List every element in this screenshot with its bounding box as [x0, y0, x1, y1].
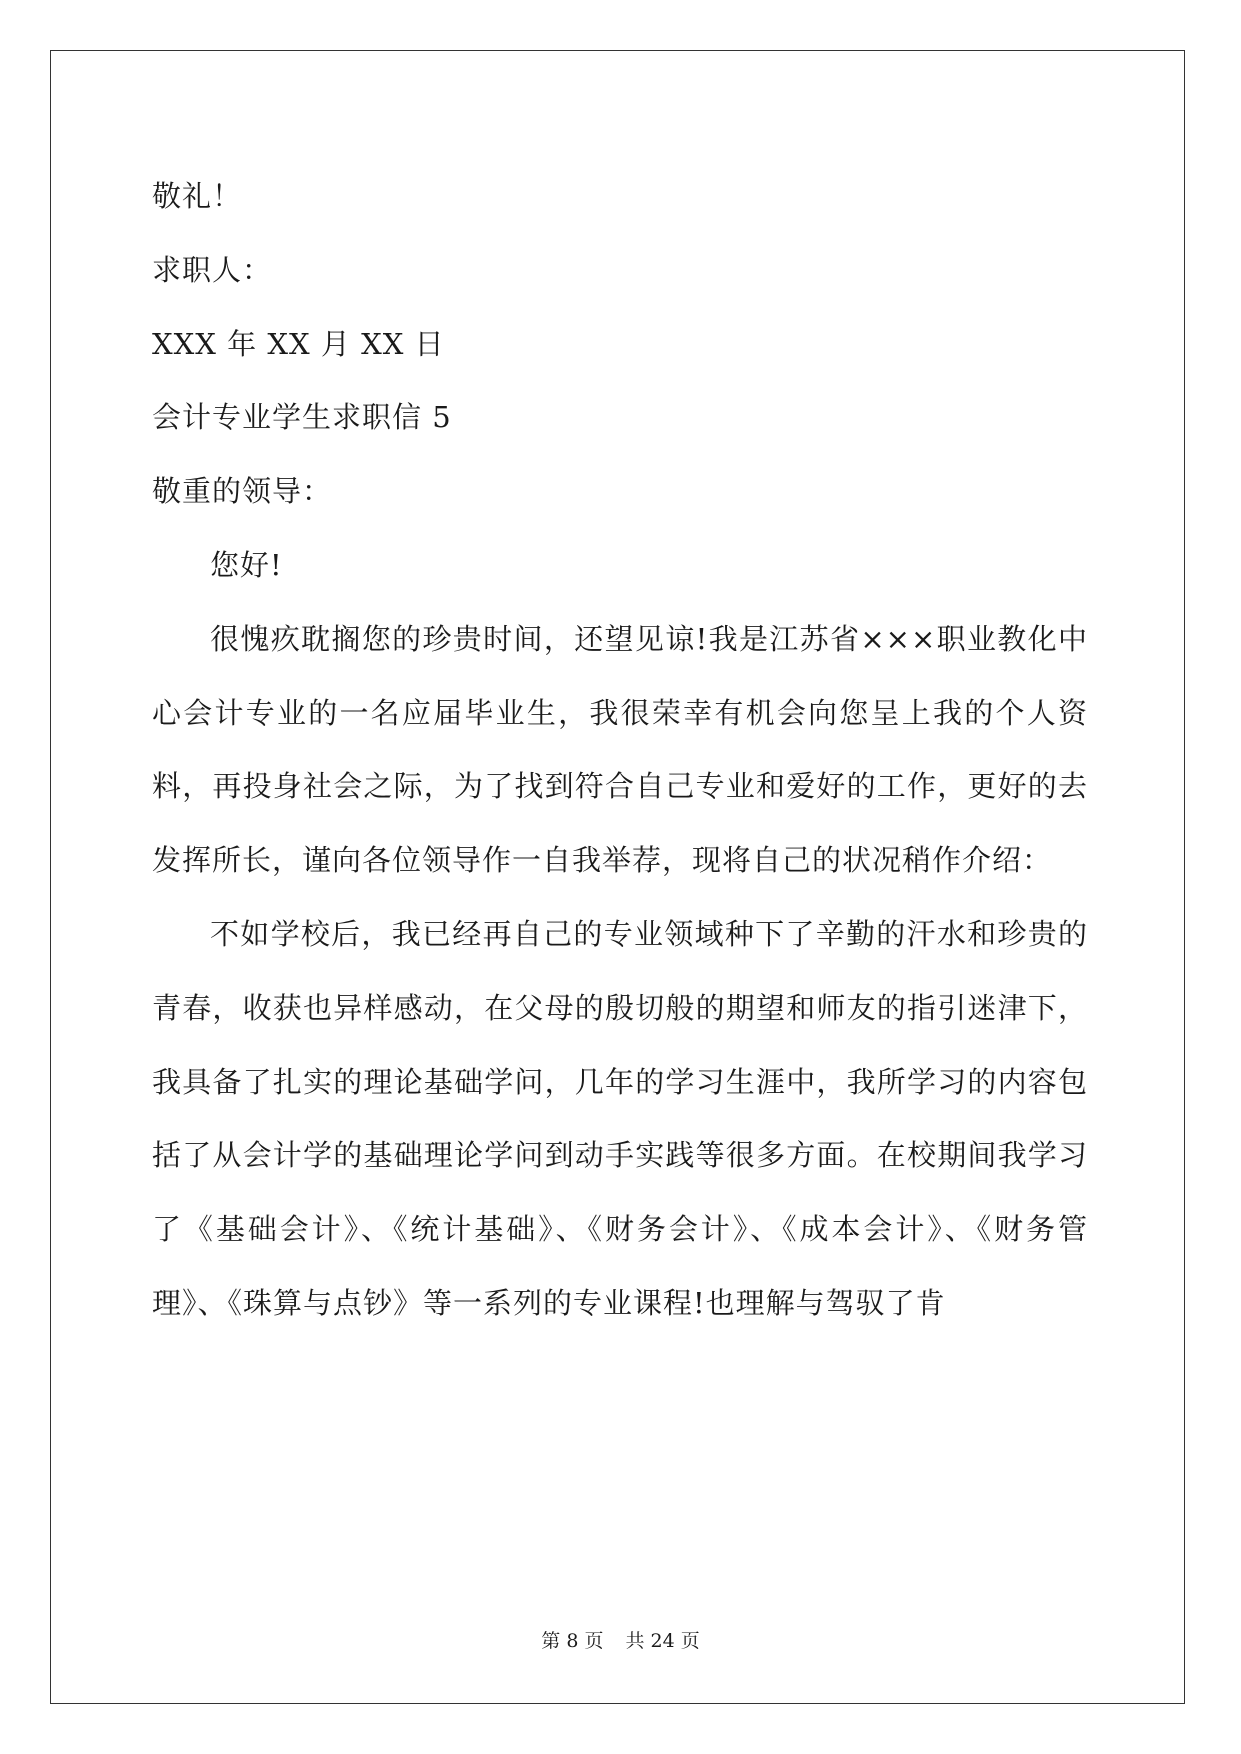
applicant-label: 求职人： — [152, 252, 273, 287]
section-title: 会计专业学生求职信 5 — [152, 400, 452, 435]
paragraph-studies: 不如学校后，我已经再自己的专业领域种下了辛勤的汗水和珍贵的青春，收获也异样感动，在父母的殷切般的期望和师友的指引迷津下，我具备了扎实的理论基础学问，几年的学习生涯中，我所学习的内容包括了从会计学的基础理论学问到动手实践等很多方面。在校期间我学习了《基础会计》、《统计基础》、《财务会计》、《成本会计》、《财务管理》、《珠算与点钞》等一系列的专业课程!也理解与驾驭了肯 — [152, 916, 1088, 1320]
salutation: 敬重的领导： — [152, 474, 333, 509]
page-total: 共 24 页 — [625, 1630, 700, 1652]
page-footer — [0, 1626, 1241, 1653]
document-body — [152, 160, 1088, 1341]
date-line: XXX 年 XX 月 XX 日 — [152, 326, 445, 361]
paragraph-intro: 很愧疚耽搁您的珍贵时间，还望见谅!我是江苏省×××职业教化中心会计专业的一名应届毕业生，我很荣幸有机会向您呈上我的个人资料，再投身社会之际，为了找到符合自己专业和爱好的工作，更好的去发挥所长，谨向各位领导作一自我举荐，现将自己的状况稍作介绍： — [152, 621, 1088, 878]
page-number: 第 8 页 — [541, 1630, 604, 1652]
closing-line: 敬礼！ — [152, 179, 243, 213]
greeting: 您好! — [210, 547, 283, 582]
